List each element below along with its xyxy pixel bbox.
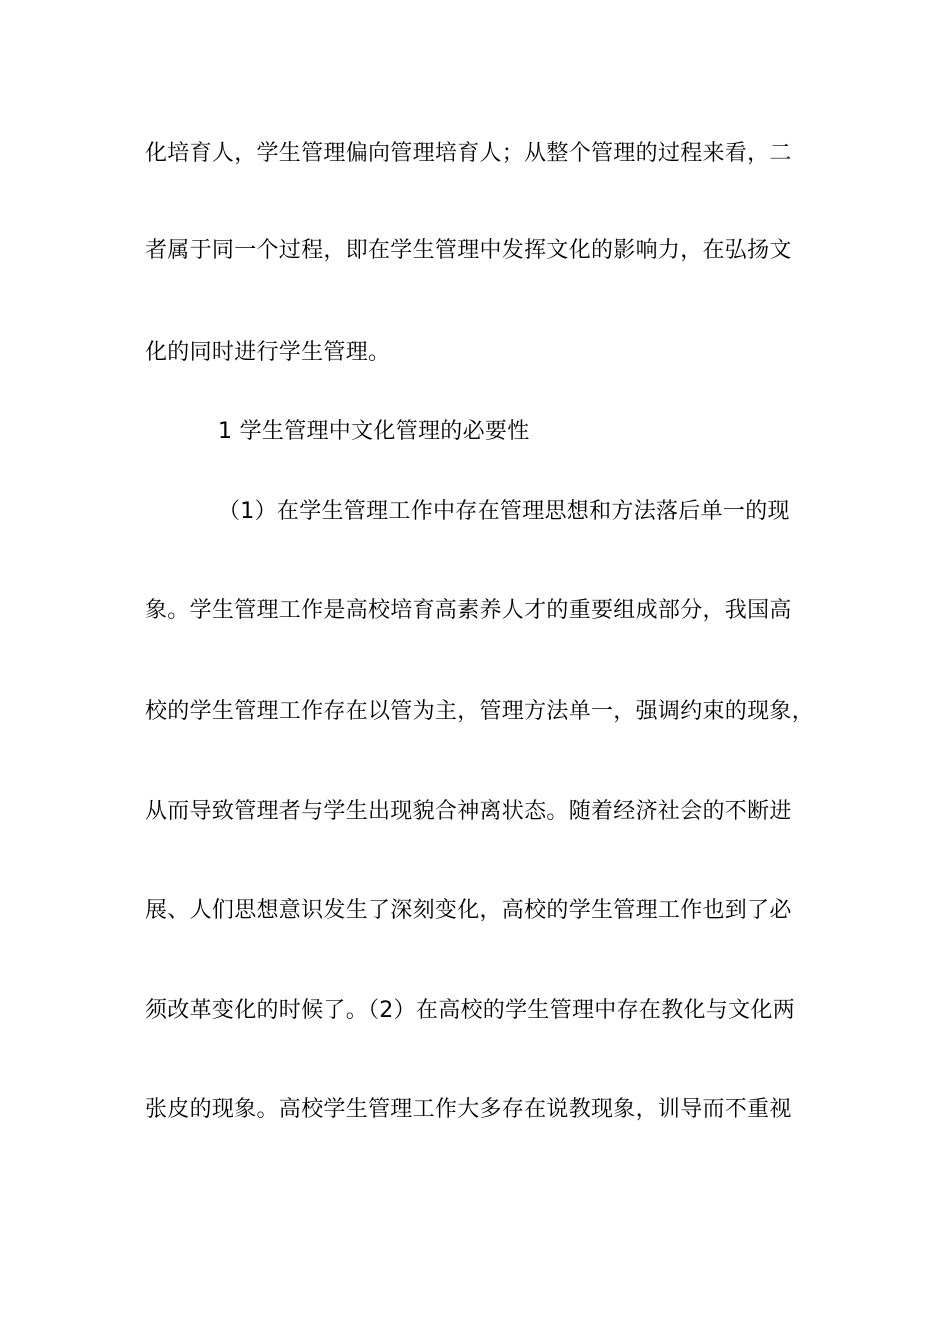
paragraph-line: 须改革变化的时候了。（2）在高校的学生管理中存在教化与文化两 [145,998,795,1023]
paragraph-line: 化培育人，学生管理偏向管理培育人；从整个管理的过程来看，二 [145,141,792,166]
paragraph-line: 象。学生管理工作是高校培育高素养人才的重要组成部分，我国高 [145,598,792,623]
paragraph-line: （1）在学生管理工作中存在管理思想和方法落后单一的现 [218,499,790,524]
paragraph-line: 者属于同一个过程，即在学生管理中发挥文化的影响力，在弘扬文 [145,238,792,263]
paragraph-line: 化的同时进行学生管理。 [145,340,391,365]
paragraph-line: 校的学生管理工作存在以管为主，管理方法单一，强调约束的现象， [145,699,815,724]
paragraph-line: 从而导致管理者与学生出现貌合神离状态。随着经济社会的不断进 [145,799,792,824]
paragraph-line: 张皮的现象。高校学生管理工作大多存在说教现象，训导而不重视 [145,1097,792,1122]
paragraph-line: 展、人们思想意识发生了深刻变化，高校的学生管理工作也到了必 [145,898,792,923]
section-heading: 1 学生管理中文化管理的必要性 [218,419,530,444]
